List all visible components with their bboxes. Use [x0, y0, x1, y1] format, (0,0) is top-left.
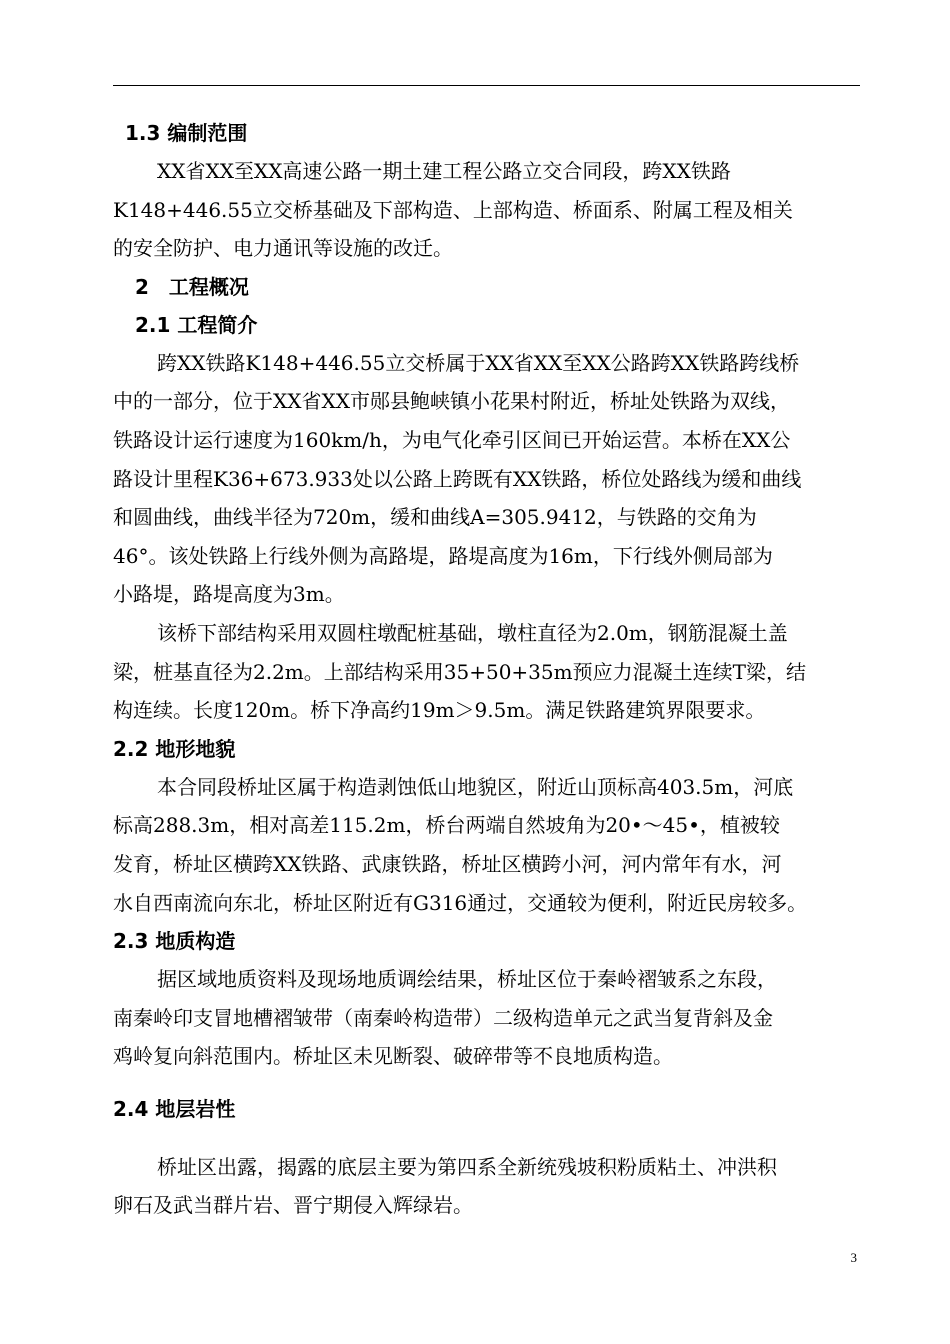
paragraph-terrain [113, 768, 861, 922]
text-line: 梁，桩基直径为2.2m。上部结构采用35+50+35m预应力混凝土连续T梁，结 [113, 659, 806, 684]
paragraph-geology [113, 960, 861, 1076]
text-line: 桥址区出露，揭露的底层主要为第四系全新统残坡积粉质粘土、冲洪积 [157, 1154, 777, 1179]
text-line: 发育，桥址区横跨XX铁路、武康铁路，桥址区横跨小河，河内常年有水，河 [113, 851, 782, 876]
text-line: 小路堤，路堤高度为3m。 [113, 582, 345, 607]
text-line: K148+446.55立交桥基础及下部构造、上部构造、桥面系、附属工程及相关 [113, 197, 793, 222]
text-line: XX省XX至XX高速公路一期土建工程公路立交合同段，跨XX铁路 [157, 159, 731, 183]
text-line: 标高288.3m，相对高差115.2m，桥台两端自然坡角为20•～45•，植被较 [113, 813, 780, 838]
page-number: 3 [850, 1250, 857, 1265]
text-line: 和圆曲线，曲线半径为720m，缓和曲线A=305.9412，与铁路的交角为 [113, 505, 757, 530]
text-line: 路设计里程K36+673.933处以公路上跨既有XX铁路，桥位处路线为缓和曲线 [113, 466, 802, 491]
text-line: 卵石及武当群片岩、晋宁期侵入辉绿岩。 [113, 1193, 473, 1218]
section-heading-2-2: 2.2 地形地貌 [113, 736, 236, 761]
paragraph-structure [113, 614, 861, 730]
text-line: 跨XX铁路K148+446.55立交桥属于XX省XX至XX公路跨XX铁路跨线桥 [157, 350, 800, 375]
section-heading-2-3: 2.3 地质构造 [113, 929, 236, 954]
text-line: 46°。该处铁路上行线外侧为高路堤，路堤高度为16m，下行线外侧局部为 [113, 543, 773, 568]
paragraph-scope [113, 152, 861, 268]
section-heading-2-4: 2.4 地层岩性 [113, 1096, 236, 1121]
section-heading-2-1: 2.1 工程简介 [135, 312, 258, 337]
text-line: 的安全防护、电力通讯等设施的改迁。 [113, 236, 453, 261]
text-line: 构连续。长度120m。桥下净高约19m＞9.5m。满足铁路建筑界限要求。 [113, 698, 766, 723]
paragraph-overview [113, 344, 861, 614]
text-line: 该桥下部结构采用双圆柱墩配桩基础，墩柱直径为2.0m，钢筋混凝土盖 [157, 620, 788, 645]
section-heading-2: 2 工程概况 [135, 274, 249, 299]
text-line: 鸡岭复向斜范围内。桥址区未见断裂、破碎带等不良地质构造。 [113, 1044, 673, 1069]
section-heading-1-3: 1.3 编制范围 [125, 121, 248, 145]
paragraph-strata [113, 1148, 861, 1225]
text-line: 本合同段桥址区属于构造剥蚀低山地貌区，附近山顶标高403.5m，河底 [157, 774, 794, 799]
text-line: 铁路设计运行速度为160km/h，为电气化牵引区间已开始运营。本桥在XX公 [113, 427, 791, 452]
text-line: 南秦岭印支冒地槽褶皱带（南秦岭构造带）二级构造单元之武当复背斜及金 [113, 1005, 773, 1030]
header-rule [113, 85, 860, 86]
text-line: 水自西南流向东北，桥址区附近有G316通过，交通较为便利，附近民房较多。 [113, 890, 808, 915]
text-line: 据区域地质资料及现场地质调绘结果，桥址区位于秦岭褶皱系之东段， [157, 967, 777, 992]
document-body [113, 114, 861, 1225]
text-line: 中的一部分，位于XX省XX市郧县鲍峡镇小花果村附近，桥址处铁路为双线， [113, 389, 790, 414]
